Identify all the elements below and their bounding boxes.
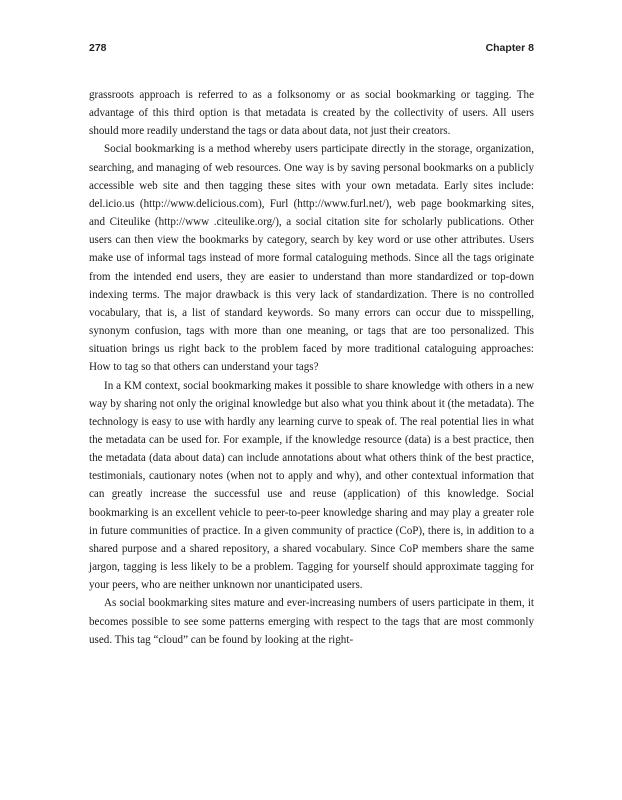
page-number: 278: [89, 42, 107, 54]
paragraph-km-context: In a KM context, social bookmarking makes it possible to share knowledge with others in a new way by sharing not only the original knowledge but also what you think about it (the metadata). The technology is easy to use with hardly any learning curve to speak of. The real potential lies in what the metadata can be used for. For example, if the knowledge resource (data) is a best practice, then the metadata (data about data) can include annotations about what others think of the best practice, testimonials, cautionary notes (when not to apply and why), and other contextual information that can greatly increase the successful use and reuse (application) of this knowledge. Social bookmarking is an excellent vehicle to peer-to-peer knowledge sharing and may play a greater role in future communities of practice. In a given community of practice (CoP), there is, in addition to a shared purpose and a shared repository, a shared vocabulary. Since CoP members share the same jargon, tagging is less likely to be a problem. Tagging for yourself should approximate tagging for your peers, who are neither unknown nor unanticipated users.: [89, 379, 534, 592]
body-text: [89, 86, 534, 649]
paragraph-tag-cloud: As social bookmarking sites mature and ever-increasing numbers of users participate in them, it becomes possible to see some patterns emerging with respect to the tags that are most commonly used. This tag “cloud” can be found by looking at the right-: [89, 597, 534, 646]
running-header: [89, 42, 534, 56]
chapter-label: Chapter 8: [485, 42, 534, 54]
paragraph-continuation: grassroots approach is referred to as a folksonomy or as social bookmarking or tagging. The advantage of this third option is that metadata is created by the collectivity of users. All users should more readily understand the tags or data about data, not just their creators.: [89, 89, 534, 138]
paragraph-social-bookmarking: Social bookmarking is a method whereby users participate directly in the storage, organization, searching, and managing of web resources. One way is by saving personal bookmarks on a publicly accessible web site and then tagging these sites with your own metadata. Early sites include: del.icio.us (http://www.delicious.com), Furl (http://www.furl.net/), web page bookmarking sites, and Citeulike (http://www .citeulike.org/), a social citation site for scholarly publications. Other users can then view the bookmarks by category, search by key word or use other attributes. Users make use of informal tags instead of more formal cataloguing methods. Since all the tags originate from the intended end users, they are easier to understand than more standardized or top-down indexing terms. The major drawback is this very lack of standardization. There is no controlled vocabulary, that is, a list of standard keywords. So many errors can occur due to misspelling, synonym confusion, tags with more than one meaning, or tags that are too personalized. This situation brings us right back to the problem faced by more traditional cataloguing approaches: How to tag so that others can understand your tags?: [89, 143, 534, 374]
